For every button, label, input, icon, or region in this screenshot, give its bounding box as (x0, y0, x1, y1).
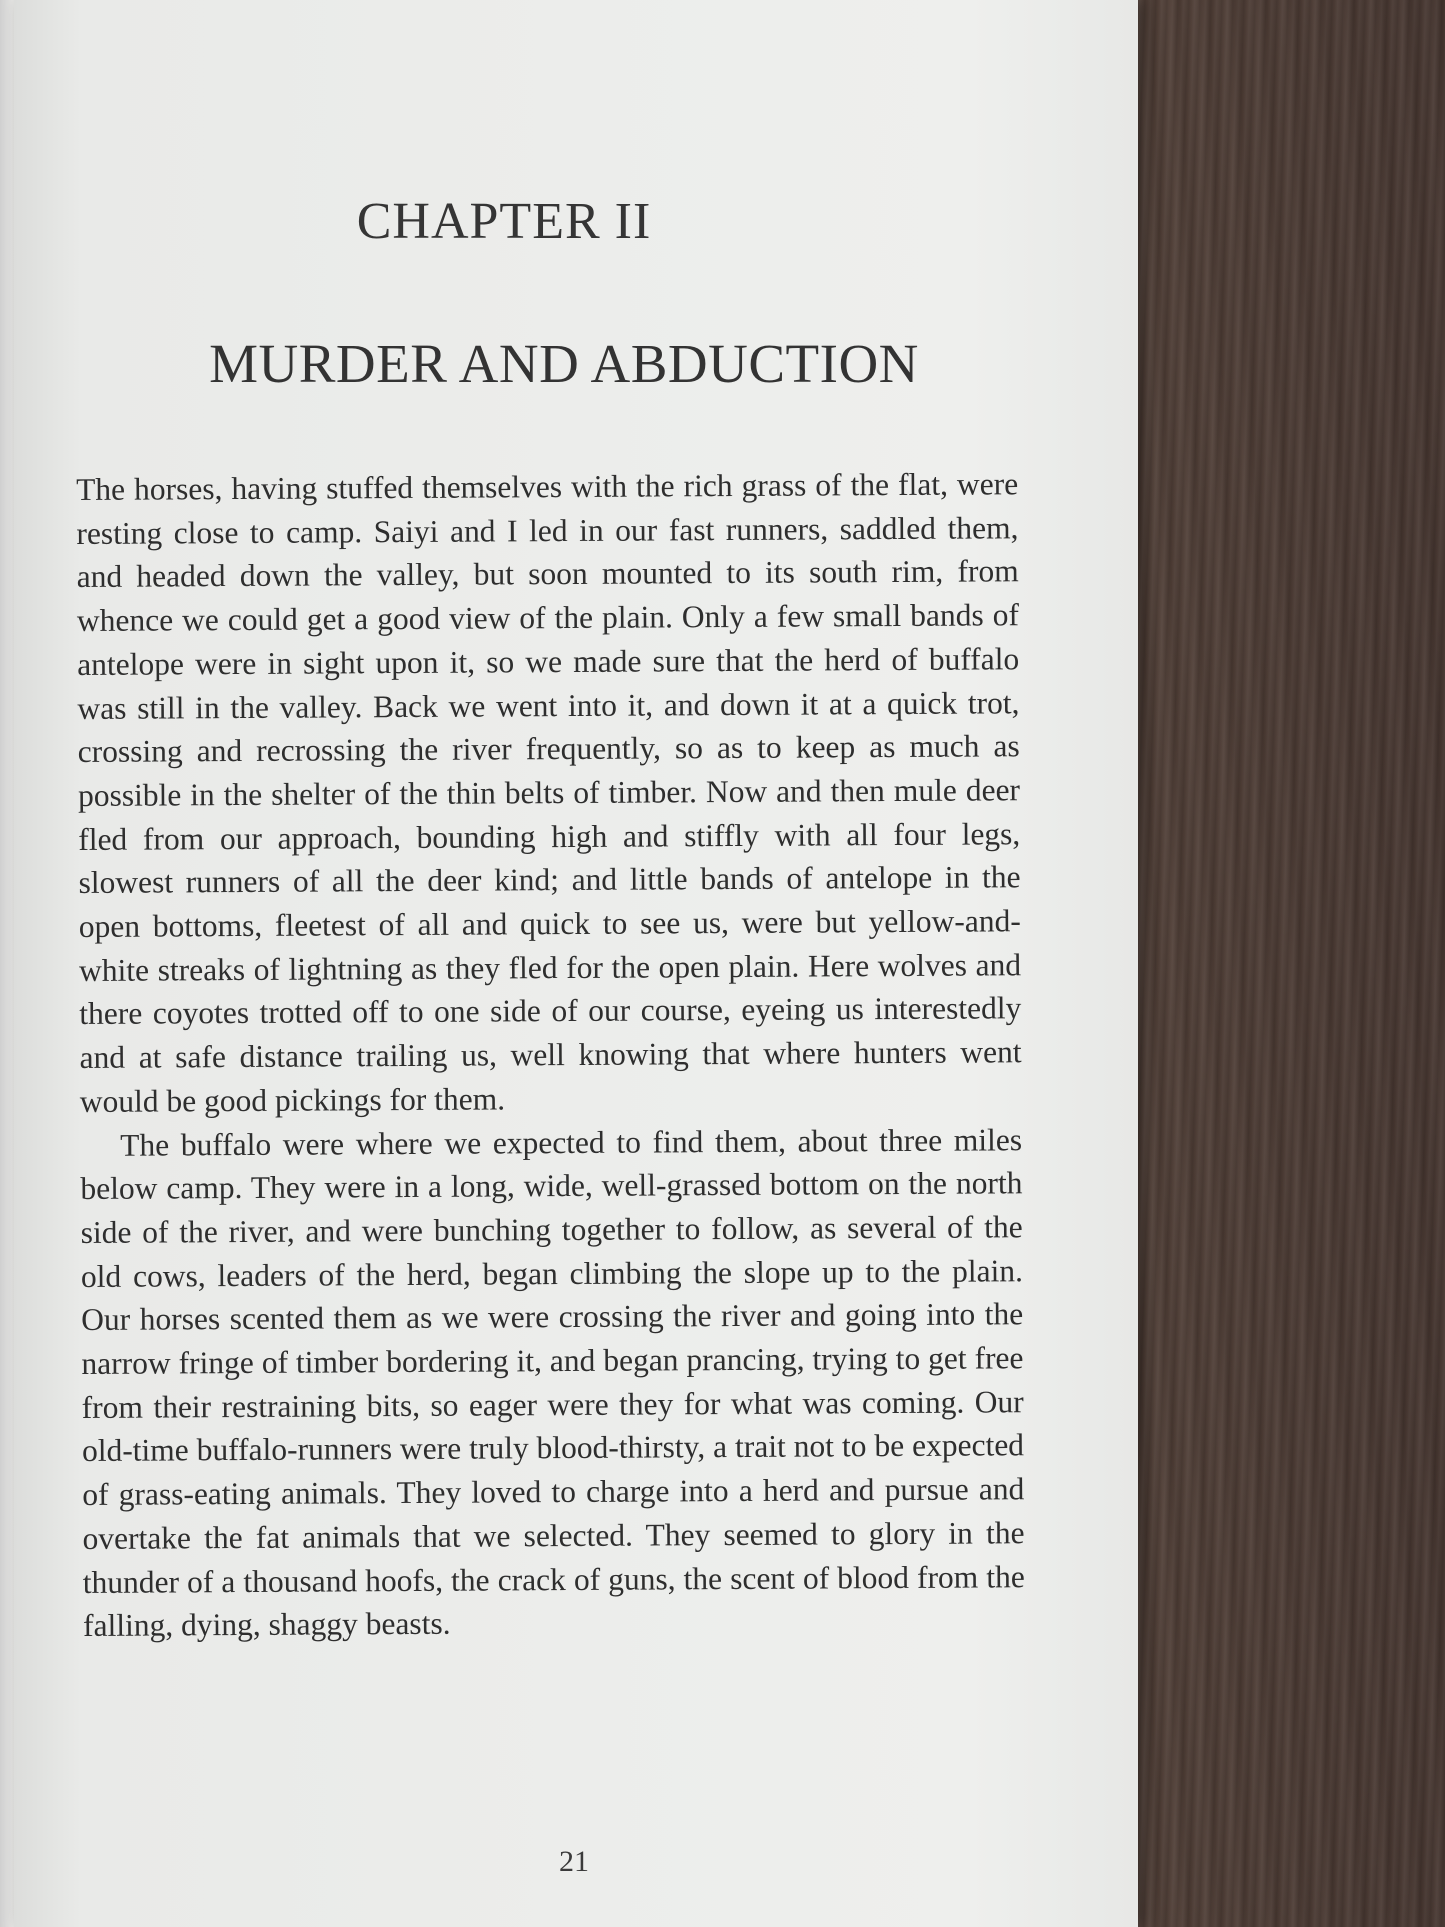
book-page (14, 0, 1138, 1927)
chapter-number: CHAPTER II (356, 193, 652, 250)
chapter-title: MURDER AND ABDUCTION (209, 333, 919, 394)
paragraph-2: The buffalo were where we expected to find them, about three miles below camp. They were in a long, wide, well-grassed bottom on the north side of the river, and were bunching together to follow, as several of the old cows, leaders of the herd, began climbing the slope up to the plain. Our horses scented them as we were crossing the river and going into the narrow fringe of timber bordering it, and began prancing, trying to get free from their restraining bits, so eager were they for what was coming. Our old-time buffalo-runners were truly blood-thirsty, a trait not to be expected of grass-eating animals. They loved to charge into a herd and pursue and overtake the fat animals that we selected. They seemed to glory in the thunder of a thousand hoofs, the crack of guns, the scent of blood from the falling, dying, shaggy beasts. (80, 1121, 1025, 1644)
body-text (76, 462, 1025, 1648)
page-number: 21 (559, 1845, 589, 1878)
paragraph-1: The horses, having stuffed themselves with the rich grass of the flat, were resting close to camp. Saiyi and I led in our fast runners, saddled them, and headed down the valley, but soon mounted to its south rim, from whence we could get a good view of the plain. Only a few small bands of antelope were in sight upon it, so we made sure that the herd of buffalo was still in the valley. Back we went into it, and down it at a quick trot, crossing and recrossing the river frequently, so as to keep as much as possible in the shelter of the thin belts of timber. Now and then mule deer fled from our approach, bounding high and stiffly with all four legs, slowest runners of all the deer kind; and little bands of antelope in the open bottoms, fleetest of all and quick to see us, were but yellow-and-white streaks of lightning as they fled for the open plain. Here wolves and there coyotes trotted off to one side of our course, eyeing us interestedly and at safe distance trailing us, well knowing that where hunters went would be good pickings for them. (76, 466, 1022, 1119)
